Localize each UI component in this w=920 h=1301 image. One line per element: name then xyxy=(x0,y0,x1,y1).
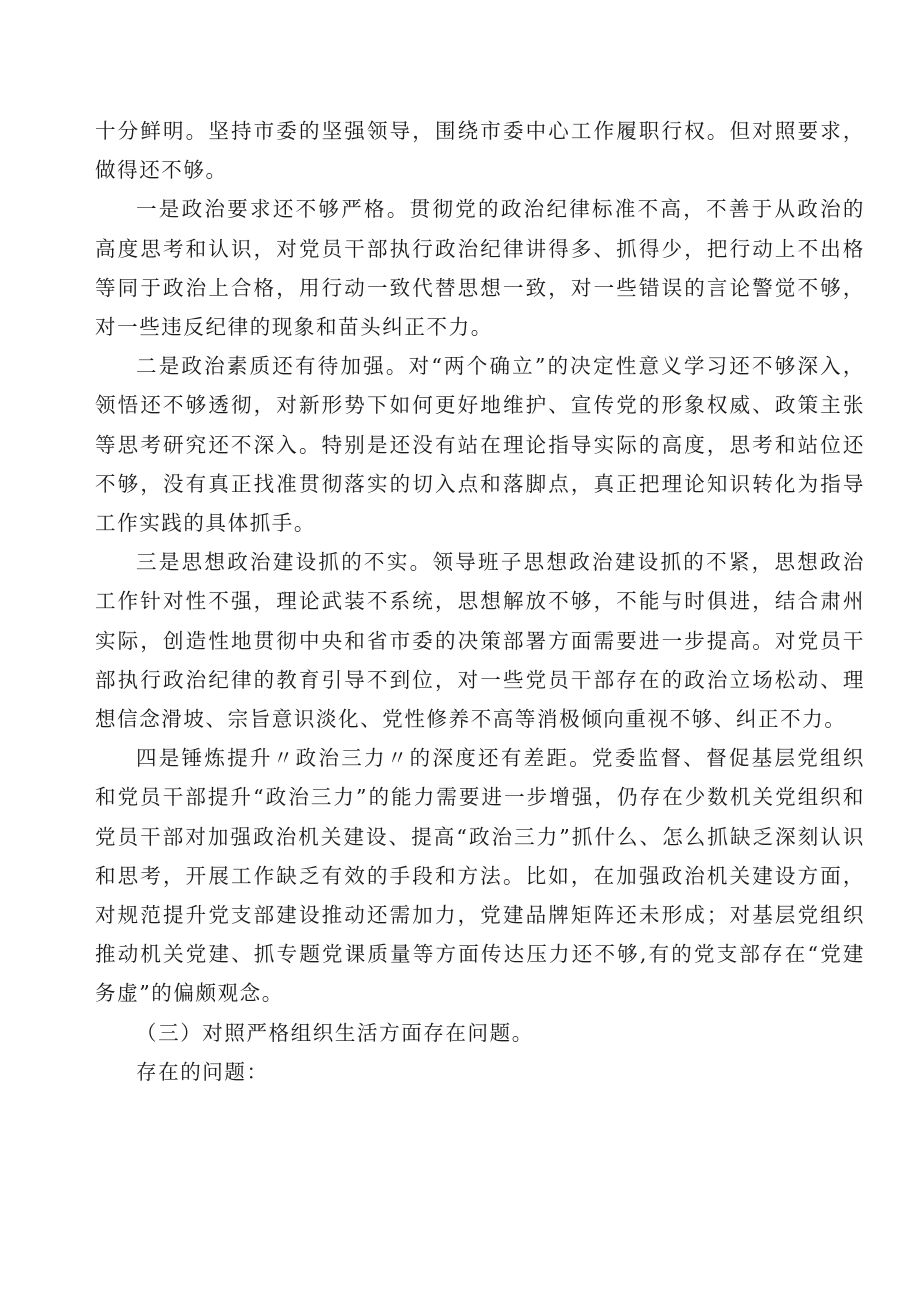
document-body xyxy=(95,112,865,1092)
paragraph-political-requirements: 一是政治要求还不够严格。贯彻党的政治纪律标准不高，不善于从政治的高度思考和认识，对党员干部执行政治纪律讲得多、抓得少，把行动上不出格等同于政治上合格，用行动一致代替思想一致，对一些错误的言论警觉不够，对一些违反纪律的现象和苗头纠正不力。 xyxy=(95,197,865,340)
paragraph-three-political-abilities: 四是锤炼提升〃政治三力〃的深度还有差距。党委监督、督促基层党组织和党员干部提升“政治三力”的能力需要进一步增强，仍存在少数机关党组织和党员干部对加强政治机关建设、提高“政治三力”抓什么、怎么抓缺乏深刻认识和思考，开展工作缺乏有效的手段和方法。比如，在加强政治机关建设方面，对规范提升党支部建设推动还需加力，党建品牌矩阵还未形成；对基层党组织推动机关党建、抓专题党课质量等方面传达压力还不够,有的党支部存在“党建务虚”的偏颇观念。 xyxy=(95,746,865,1006)
paragraph-political-quality: 二是政治素质还有待加强。对“两个确立”的决定性意义学习还不够深入，领悟还不够透彻，对新形势下如何更好地维护、宣传党的形象权威、政策主张等思考研究还不深入。特别是还没有站在理论指导实际的高度，思考和站位还不够，没有真正找准贯彻落实的切入点和落脚点，真正把理论知识转化为指导工作实践的具体抓手。 xyxy=(95,354,865,536)
section-heading-organizational-life: （三）对照严格组织生活方面存在问题。 xyxy=(136,1020,534,1045)
paragraph-continuation: 十分鲜明。坚持市委的坚强领导，围绕市委中心工作履职行权。但对照要求，做得还不够。 xyxy=(95,119,865,183)
paragraph-ideological-building: 三是思想政治建设抓的不实。领导班子思想政治建设抓的不紧，思想政治工作针对性不强，理论武装不系统，思想解放不够，不能与时俱进，结合肃州实际，创造性地贯彻中央和省市委的决策部署方面需要进一步提高。对党员干部执行政治纪律的教育引导不到位，对一些党员干部存在的政治立场松动、理想信念滑坡、宗旨意识淡化、党性修养不高等消极倾向重视不够、纠正不力。 xyxy=(95,550,865,732)
paragraph-existing-problems-label: 存在的问题： xyxy=(136,1059,269,1084)
